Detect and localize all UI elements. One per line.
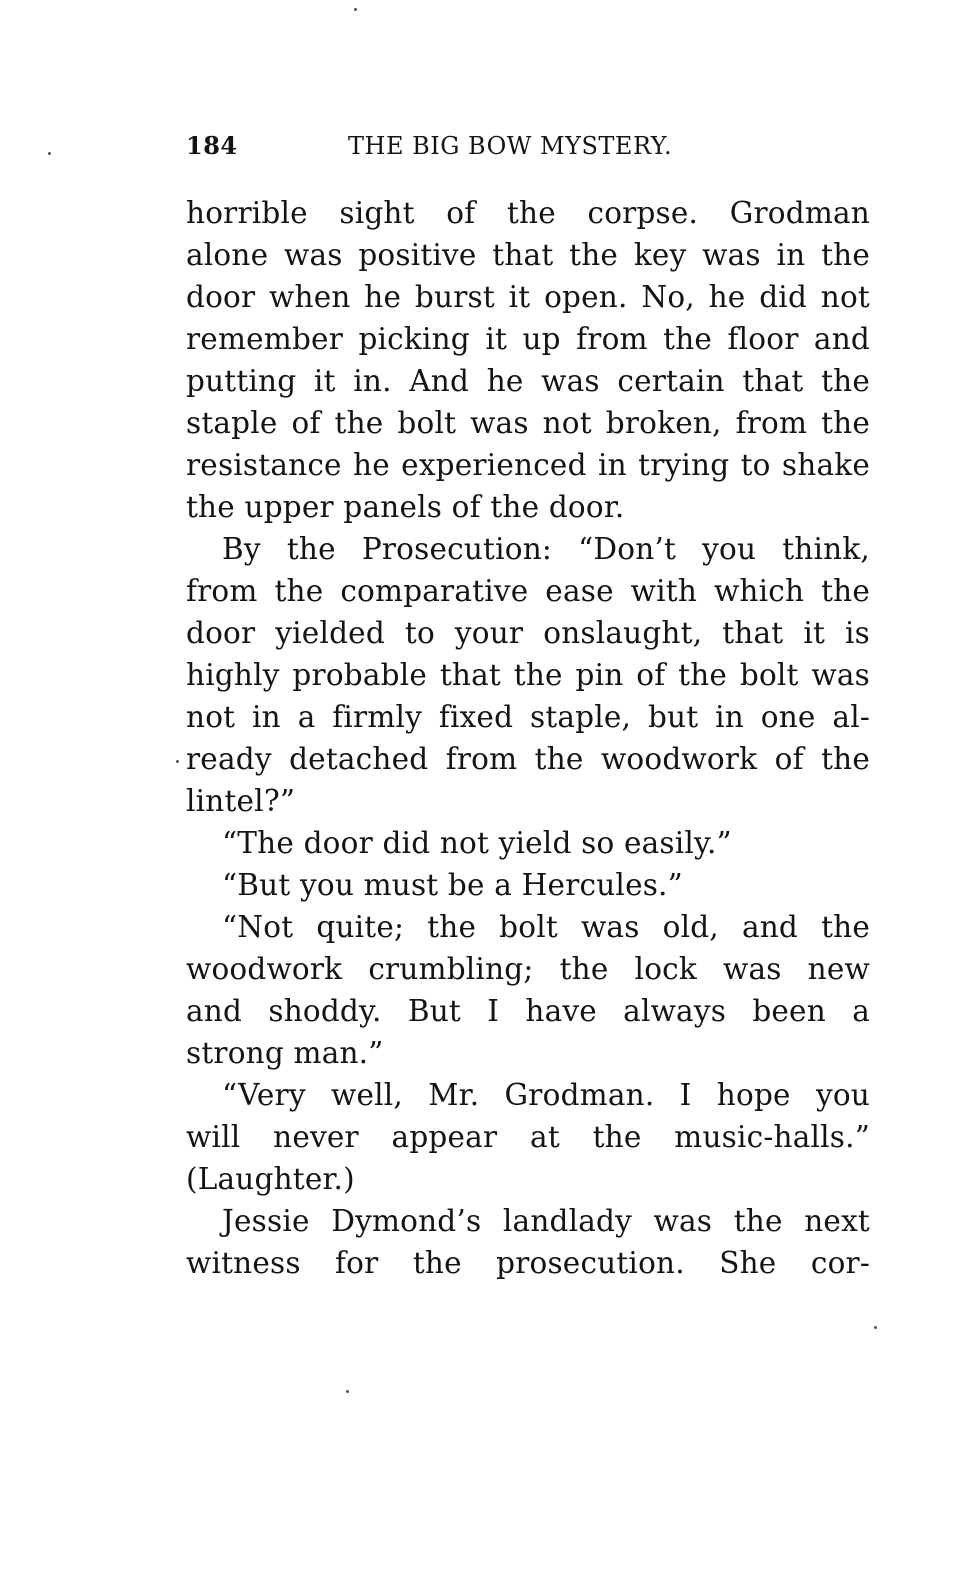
text-line: and shoddy. But I have always been a xyxy=(186,994,870,1028)
text-line: will never appear at the music-halls.” xyxy=(186,1120,870,1154)
print-speck xyxy=(354,8,357,11)
text-line: highly probable that the pin of the bolt was xyxy=(186,658,870,692)
text-line: staple of the bolt was not broken, from the xyxy=(186,406,870,440)
text-line: woodwork crumbling; the lock was new xyxy=(186,952,870,986)
text-line: “Very well, Mr. Grodman. I hope you xyxy=(222,1078,870,1112)
print-speck xyxy=(48,152,51,155)
print-speck xyxy=(874,1326,877,1329)
print-speck xyxy=(346,1390,349,1393)
running-head xyxy=(186,128,870,164)
text-line: alone was positive that the key was in the xyxy=(186,238,870,272)
text-line: witness for the prosecution. She cor- xyxy=(186,1246,870,1280)
text-line: (Laughter.) xyxy=(186,1162,355,1196)
text-line: the upper panels of the door. xyxy=(186,490,625,524)
text-line: strong man.” xyxy=(186,1036,384,1070)
text-line: “Not quite; the bolt was old, and the xyxy=(222,910,870,944)
text-line: horrible sight of the corpse. Grodman xyxy=(186,196,870,230)
text-line: remember picking it up from the floor and xyxy=(186,322,870,356)
text-line: “The door did not yield so easily.” xyxy=(222,826,732,860)
text-line: lintel?” xyxy=(186,784,296,818)
text-line: not in a firmly fixed staple, but in one al- xyxy=(186,700,870,734)
text-line: By the Prosecution: “Don’t you think, xyxy=(222,532,870,566)
running-title: THE BIG BOW MYSTERY. xyxy=(348,132,673,160)
body-text xyxy=(186,192,870,1284)
text-line: ready detached from the woodwork of the xyxy=(186,742,870,776)
text-line: “But you must be a Hercules.” xyxy=(222,868,683,902)
text-line: from the comparative ease with which the xyxy=(186,574,870,608)
text-line: Jessie Dymond’s landlady was the next xyxy=(222,1204,870,1238)
page-number: 184 xyxy=(186,131,238,160)
print-speck xyxy=(176,760,179,763)
text-line: resistance he experienced in trying to shake xyxy=(186,448,870,482)
text-line: door when he burst it open. No, he did not xyxy=(186,280,870,314)
text-line: door yielded to your onslaught, that it is xyxy=(186,616,870,650)
text-line: putting it in. And he was certain that the xyxy=(186,364,870,398)
